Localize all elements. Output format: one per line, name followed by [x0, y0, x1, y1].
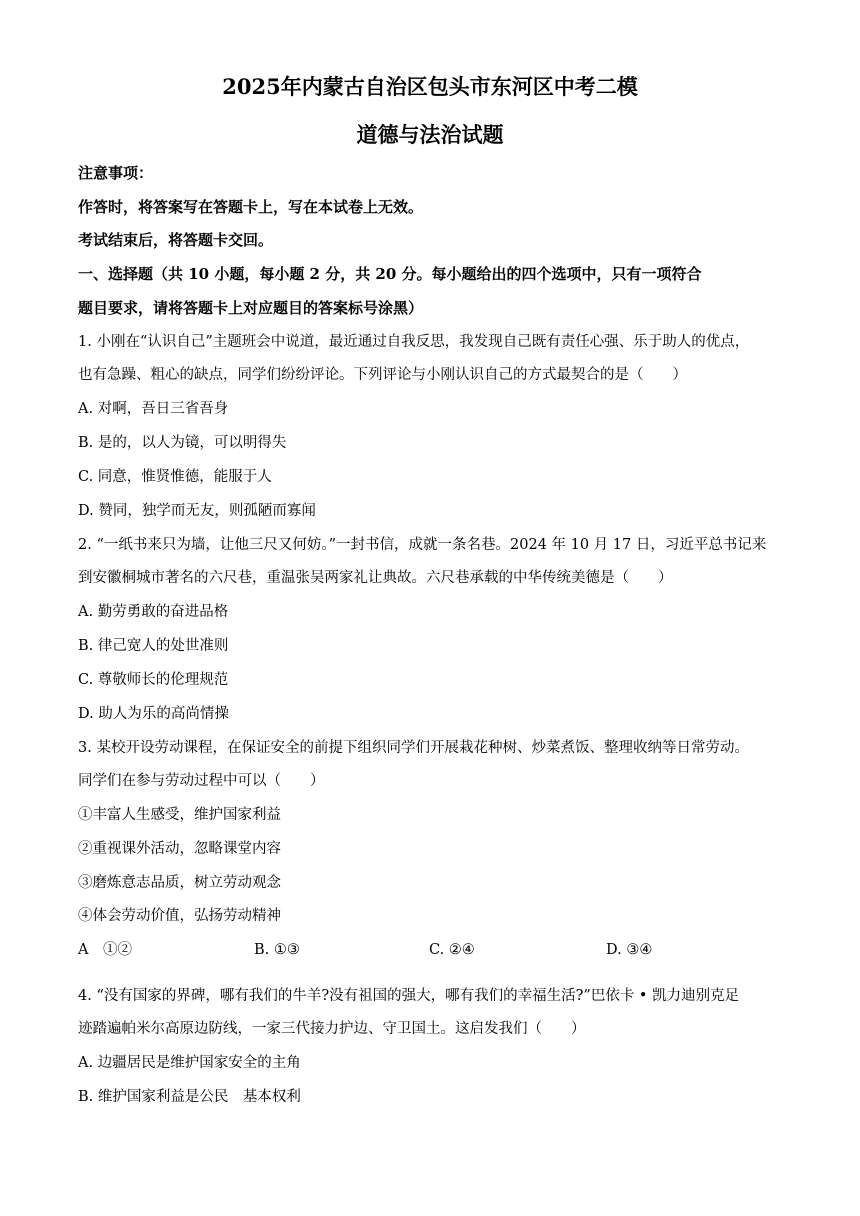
q1-stem-line-2: 也有急躁、粗心的缺点，同学们纷纷评论。下列评论与小刚认识自己的方式最契合的是（ ） [78, 367, 687, 383]
q2-option-c: C. 尊敬师长的伦理规范 [78, 672, 229, 688]
q2-option-d: D. 助人为乐的高尚情操 [78, 706, 229, 722]
q3-option-d: D. ③④ [606, 942, 653, 958]
q3-option-c: C. ②④ [429, 942, 475, 958]
q3-statement-3: ③磨炼意志品质，树立劳动观念 [78, 875, 281, 891]
q1-option-d: D. 赞同，独学而无友，则孤陋而寡闻 [78, 503, 316, 519]
q3-option-a: A ①② [78, 942, 132, 958]
q3-statement-4: ④体会劳动价值，弘扬劳动精神 [78, 908, 281, 924]
q3-statement-1: ①丰富人生感受，维护国家利益 [78, 807, 281, 823]
q4-stem-line-2: 迹踏遍帕米尔高原边防线，一家三代接力护边、守卫国土。这启发我们（ ） [78, 1021, 586, 1037]
q2-option-a: A. 勤劳勇敢的奋进品格 [78, 604, 229, 620]
q1-stem-line-1: 1. 小刚在“认识自己”主题班会中说道，最近通过自我反思，我发现自己既有责任心强、乐于助人的优点， [78, 334, 750, 350]
q2-option-b: B. 律己宽人的处世准则 [78, 638, 229, 654]
exam-title: 2025年内蒙古自治区包头市东河区中考二模 [222, 74, 638, 99]
q3-options-row [78, 939, 788, 961]
q1-option-a: A. 对啊，吾日三省吾身 [78, 401, 229, 417]
notice-item-1: 作答时，将答案写在答题卡上，写在本试卷上无效。 [78, 198, 424, 216]
q1-option-c: C. 同意，惟贤惟德，能服于人 [78, 469, 272, 485]
section-heading-line-1: 一、选择题（共 10 小题，每小题 2 分，共 20 分。每小题给出的四个选项中，只有一项符合 [78, 265, 702, 283]
q4-option-b: B. 维护国家利益是公民 基本权利 [78, 1089, 301, 1105]
q1-option-b: B. 是的，以人为镜，可以明得失 [78, 435, 287, 451]
notice-heading: 注意事项： [78, 164, 154, 182]
q3-option-b: B. ①③ [254, 942, 300, 958]
q3-statement-2: ②重视课外活动，忽略课堂内容 [78, 841, 281, 857]
q3-stem-line-1: 3. 某校开设劳动课程，在保证安全的前提下组织同学们开展栽花种树、炒菜煮饭、整理收纳等日常劳动。 [78, 740, 749, 756]
q4-stem-line-1: 4. “没有国家的界碑，哪有我们的牛羊?没有祖国的强大，哪有我们的幸福生活?”巴依卡 • 凯力迪别克足 [78, 988, 740, 1004]
q2-stem-line-2: 到安徽桐城市著名的六尺巷，重温张吴两家礼让典故。六尺巷承载的中华传统美德是（ ） [78, 570, 673, 586]
notice-item-2: 考试结束后，将答题卡交回。 [78, 231, 274, 249]
q2-stem-line-1: 2. “一纸书来只为墙，让他三尺又何妨。”一封书信，成就一条名巷。2024 年 10 月 17 日，习近平总书记来 [78, 537, 767, 553]
exam-subject-title: 道德与法治试题 [356, 122, 504, 147]
section-heading-line-2: 题目要求，请将答题卡上对应题目的答案标号涂黑） [78, 299, 424, 317]
q3-stem-line-2: 同学们在参与劳动过程中可以（ ） [78, 773, 325, 789]
q4-option-a: A. 边疆居民是维护国家安全的主角 [78, 1055, 301, 1071]
